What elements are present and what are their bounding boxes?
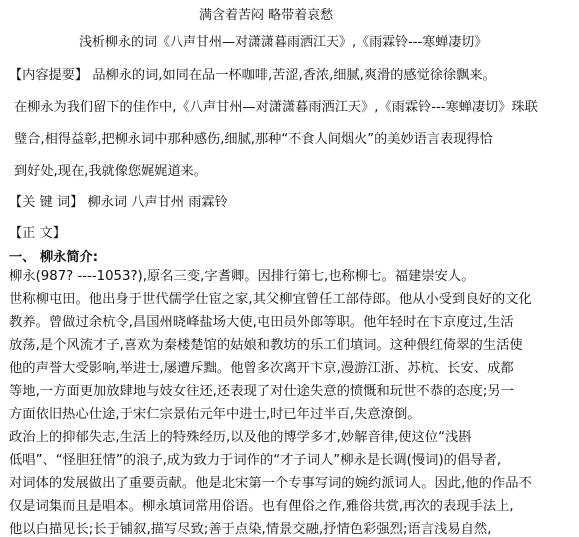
body-line: 对词体的发展做出了重要贡献。他是北宋第一个专事写词的婉约派词人。因此,他的作品不 [9, 476, 532, 491]
doc-subtitle: 浅析柳永的词《八声甘州—对潇潇暮雨洒江天》,《雨霖铃---寒蝉凄切》 [79, 35, 488, 50]
summary-line: 在柳永为我们留下的佳作中,《八声甘州—对潇潇暮雨洒江天》,《雨霖铃---寒蝉凄切》珠联 [14, 100, 538, 115]
body-line: 他以白描见长;长于铺叙,描写尽致;善于点染,情景交融,抒情色彩强烈;语言浅易自然, [9, 522, 492, 537]
body-line: 世称柳屯田。他出身于世代儒学仕宦之家,其父柳宜曾任工部侍郎。他从小受到良好的文化 [9, 292, 532, 307]
doc-title: 满含着苦闷 略带着哀愁 [199, 8, 334, 23]
body-label: 【正 文】 [9, 226, 66, 241]
body-line: 放荡,是个风流才子,喜欢为秦楼楚馆的姑娘和教坊的乐工们填词。这种偎红倚翠的生活使 [9, 338, 523, 353]
summary-line: 到好处,现在,我就像您娓娓道来。 [14, 164, 208, 179]
summary-line: 【内容提要】 品柳永的词,如同在品一杯咖啡,苦涩,香浓,细腻,爽滑的感觉徐徐飘来。 [9, 68, 496, 83]
section-heading: 一、 柳永简介: [9, 250, 98, 265]
body-line: 柳永(987? ----1053?),原名三变,字耆卿。因排行第七,也称柳七。福建崇安人。 [9, 269, 475, 284]
body-line: 教养。曾做过余杭令,昌国州晓峰盐场大使,屯田员外郎等职。他年轻时在卞京度过,生活 [9, 315, 514, 330]
body-line: 低唱”、“怪胆狂情”的浪子,成为致力于词作的“才子词人”柳永是长调(慢词)的倡导者, [9, 453, 502, 468]
body-line: 等地,一方面更加放肆地与妓女往还,还表现了对仕途失意的愤慨和玩世不恭的态度;另一 [9, 384, 514, 399]
body-line: 方面依旧热心仕途,于宋仁宗景佑元年中进士,时已年过半百,失意潦倒。 [9, 407, 421, 422]
summary-line: 璧合,相得益彰,把柳永词中那种感伤,细腻,那种“不食人间烟火”的美妙语言表现得恰 [14, 132, 493, 147]
body-line: 仅是词集而且是唱本。柳永填词常用俗语。也有俚俗之作,雅俗共赏,再次的表现手法上, [9, 499, 514, 514]
body-line: 政治上的抑郁失志,生活上的特殊经历,以及他的博学多才,妙解音律,使这位“浅斟 [9, 430, 472, 445]
keywords-line: 【关 键 词】 柳永词 八声甘州 雨霖铃 [9, 195, 228, 210]
body-line: 他的声誉大受影响,举进士,屡遭斥黜。他曾多次离开卞京,漫游江浙、苏杭、长安、成都 [9, 361, 514, 376]
